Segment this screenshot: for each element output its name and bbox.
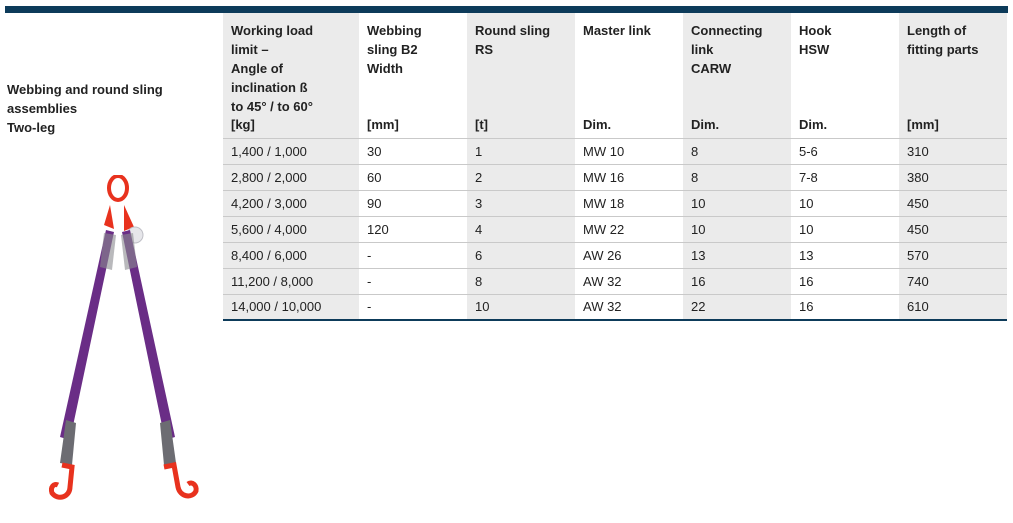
title-line: Webbing and round sling — [7, 82, 163, 97]
table-cell: 450 — [899, 216, 1007, 242]
column-unit: Dim. — [691, 116, 720, 132]
table-cell: 6 — [467, 242, 575, 268]
table-cell: 30 — [359, 138, 467, 164]
table-cell: AW 32 — [575, 268, 683, 294]
table-cell: 13 — [683, 242, 791, 268]
table-cell: MW 18 — [575, 190, 683, 216]
table-cell: 4,200 / 3,000 — [223, 190, 359, 216]
table-cell: 5,600 / 4,000 — [223, 216, 359, 242]
column-header-length-fitting-parts: Length of fitting parts [mm] — [899, 13, 1007, 138]
table-row — [223, 138, 1007, 164]
table-cell: 8 — [467, 268, 575, 294]
table-cell: 1,400 / 1,000 — [223, 138, 359, 164]
table-cell: 60 — [359, 164, 467, 190]
table-row — [223, 294, 1007, 320]
table-cell: 10 — [791, 190, 899, 216]
hook-right-icon — [164, 465, 196, 496]
column-unit: [mm] — [367, 116, 399, 132]
table-cell: - — [359, 242, 467, 268]
table-cell: 16 — [683, 268, 791, 294]
section-title — [7, 80, 217, 137]
table-cell: - — [359, 268, 467, 294]
table-row — [223, 268, 1007, 294]
column-header-webbing-sling: Webbing sling B2 Width [mm] — [367, 23, 422, 132]
title-line: assemblies — [7, 101, 78, 116]
column-unit: [t] — [475, 116, 488, 132]
table-cell: 740 — [899, 268, 1007, 294]
table-cell: 16 — [791, 294, 899, 320]
table-body — [223, 138, 1007, 320]
column-header-master-link: Master link Dim. — [583, 23, 651, 132]
table-cell: 2 — [467, 164, 575, 190]
table-cell: 8 — [683, 138, 791, 164]
table-cell: 90 — [359, 190, 467, 216]
table-cell: - — [359, 294, 467, 320]
table-row — [223, 216, 1007, 242]
table-cell: 5-6 — [791, 138, 899, 164]
table-cell: 10 — [467, 294, 575, 320]
table-cell: MW 22 — [575, 216, 683, 242]
column-header-working-load-limit: Working load limit – Angle of inclination ß to 45° / to 60° [kg] — [223, 13, 359, 138]
table-cell: 10 — [791, 216, 899, 242]
title-line: Two-leg — [7, 120, 56, 135]
table-cell: 570 — [899, 242, 1007, 268]
table-row — [223, 242, 1007, 268]
table-cell: 4 — [467, 216, 575, 242]
table-row — [223, 164, 1007, 190]
column-unit: [kg] — [231, 116, 255, 132]
spec-table — [223, 13, 1007, 321]
table-cell: 450 — [899, 190, 1007, 216]
table-cell: 10 — [683, 190, 791, 216]
table-cell: 14,000 / 10,000 — [223, 294, 359, 320]
table-cell: 310 — [899, 138, 1007, 164]
table-cell: AW 26 — [575, 242, 683, 268]
table-cell: 2,800 / 2,000 — [223, 164, 359, 190]
column-unit: Dim. — [799, 116, 828, 132]
table-cell: 16 — [791, 268, 899, 294]
table-cell: 22 — [683, 294, 791, 320]
column-unit: Dim. — [583, 116, 612, 132]
table-cell: 8,400 / 6,000 — [223, 242, 359, 268]
table-cell: 610 — [899, 294, 1007, 320]
table-cell: 120 — [359, 216, 467, 242]
column-unit: [mm] — [907, 116, 939, 132]
table-cell: 13 — [791, 242, 899, 268]
table-cell: AW 32 — [575, 294, 683, 320]
table-cell: MW 16 — [575, 164, 683, 190]
two-leg-sling-image — [30, 175, 220, 515]
table-cell: 1 — [467, 138, 575, 164]
table-cell: 8 — [683, 164, 791, 190]
table-cell: 11,200 / 8,000 — [223, 268, 359, 294]
table-header-row — [223, 13, 1007, 138]
table-row — [223, 190, 1007, 216]
master-link-icon — [109, 176, 127, 200]
table-cell: 3 — [467, 190, 575, 216]
table-cell: MW 10 — [575, 138, 683, 164]
table-cell: 380 — [899, 164, 1007, 190]
header-accent-bar — [5, 6, 1008, 13]
hook-left-icon — [51, 465, 72, 497]
column-header-connecting-link: Connecting link CARW Dim. — [683, 13, 791, 138]
table-cell: 10 — [683, 216, 791, 242]
column-header-hook: Hook HSW Dim. — [799, 23, 832, 132]
column-header-round-sling: Round sling RS [t] — [467, 13, 575, 138]
table-cell: 7-8 — [791, 164, 899, 190]
connecting-link-icon — [104, 205, 114, 229]
